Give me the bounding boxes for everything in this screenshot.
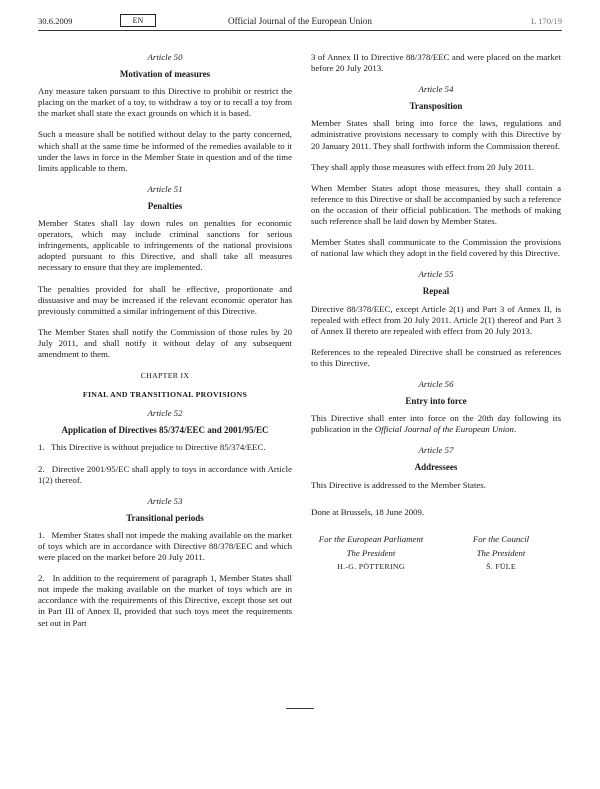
article-57-title: Addressees [414, 462, 458, 473]
signature-council-name: Š. FÜLE [486, 561, 516, 571]
article-50-para-1: Any measure taken pursuant to this Directive to prohibit or restrict the placing on the market of a toy, to withdraw a toy or to recall a toy from the market shall state the exact grounds on which it is based. [38, 86, 292, 119]
signature-parliament-name: H.-G. PÖTTERING [337, 561, 405, 571]
signature-council-role: The President [476, 547, 526, 558]
article-53-title: Transitional periods [126, 512, 204, 523]
signature-council-body: For the Council [472, 533, 530, 544]
signature-block [311, 532, 561, 574]
article-54-number: Article 54 [418, 84, 454, 95]
article-56-number: Article 56 [418, 378, 454, 389]
article-51-number: Article 51 [147, 183, 183, 194]
article-53-para-2: 2. In addition to the requirement of paragraph 1, Member States shall not impede the making available on the market of toys which are in accordance with the requirements of this Directive, except those set out in Part III of Annex II, provided that such toys meet the requirements set out in Part [38, 573, 295, 628]
article-50-title: Motivation of measures [119, 69, 211, 80]
article-53-continuation: 3 of Annex II to Directive 88/378/EEC and were placed on the market before 20 July 2013. [311, 52, 561, 74]
article-51-para-3: The Member States shall notify the Commission of those rules by 20 July 2011, and shall notify it without delay of any subsequent amendment to them. [38, 326, 292, 359]
signature-council [441, 532, 561, 574]
article-53-number: Article 53 [147, 495, 183, 506]
signature-parliament-role: The President [346, 547, 396, 558]
article-52-title: Application of Directives 85/374/EEC and 2001/95/EC [61, 425, 269, 436]
page-header [38, 14, 562, 30]
article-57-para-1: This Directive is addressed to the Member States. [311, 479, 486, 490]
article-55-para-1: Directive 88/378/EEC, except Article 2(1) and Part 3 of Annex II, is repealed with effect from 20 July 2011. Article 2(1) thereof and Part 3 of Annex II thereto are repealed with effect from 20 July 2013. [311, 303, 561, 336]
right-column [311, 52, 561, 574]
signature-parliament-body: For the European Parliament [318, 533, 424, 544]
done-at-line: Done at Brussels, 18 June 2009. [311, 506, 425, 517]
chapter-number: CHAPTER IX [140, 371, 190, 381]
article-56-text-end: . [513, 424, 517, 435]
article-54-para-3: When Member States adopt those measures, they shall contain a reference to this Directive or shall be accompanied by such a reference on the occasion of their official publication. The methods of making such reference shall be laid down by Member States. [311, 182, 561, 227]
article-50-para-2: Such a measure shall be notified without delay to the party concerned, which shall at the same time be informed of the remedies available to it under the laws in force in the Member State in question and of the time limits applicable to them. [38, 129, 292, 173]
footer-rule [286, 708, 314, 709]
left-column [38, 52, 295, 639]
article-51-para-1: Member States shall lay down rules on penalties for economic operators, which may include criminal sanctions for serious infringements, applicable to infringements of the national provisions adopted pursuant to this Directive, and shall take all measures necessary to ensure that they are implemented. [38, 218, 292, 273]
article-52-number: Article 52 [147, 408, 183, 419]
publication-date: 30.6.2009 [38, 16, 73, 26]
article-55-number: Article 55 [418, 269, 454, 280]
article-54-para-4: Member States shall communicate to the Commission the provisions of national law which they adopt in the field covered by this Directive. [311, 237, 561, 259]
article-56-para-1 [311, 413, 561, 435]
signature-parliament [311, 532, 431, 574]
article-52-para-1: 1. This Directive is without prejudice to Directive 85/374/EEC. [38, 442, 266, 453]
article-53-para-1: 1. Member States shall not impede the making available on the market of toys which are in accordance with Directive 88/378/EEC and which were placed on the market before 20 July 2011. [38, 529, 295, 563]
article-56-title: Entry into force [405, 396, 467, 407]
journal-reference: Official Journal of the European Union [374, 424, 514, 435]
article-54-para-2: They shall apply those measures with effect from 20 July 2011. [311, 161, 535, 172]
article-51-title: Penalties [147, 200, 183, 211]
article-54-para-1: Member States shall bring into force the laws, regulations and administrative provisions necessary to comply with this Directive by 20 January 2011. They shall forthwith inform the Commission thereof. [311, 118, 561, 151]
article-54-title: Transposition [409, 101, 463, 112]
article-56-text-start: This Directive shall enter into force on the 20th day following its publication in the [311, 413, 561, 435]
article-55-para-2: References to the repealed Directive shall be construed as references to this Directive. [311, 346, 561, 368]
article-51-para-2: The penalties provided for shall be effective, proportionate and dissuasive and may be increased if the relevant economic operator has previously committed a similar infringement of this Directive. [38, 283, 292, 316]
article-55-title: Repeal [422, 286, 450, 297]
article-57-number: Article 57 [418, 445, 454, 456]
journal-title: Official Journal of the European Union [228, 16, 372, 26]
chapter-title: FINAL AND TRANSITIONAL PROVISIONS [82, 390, 248, 400]
language-badge: EN [120, 14, 156, 27]
header-rule [38, 30, 562, 31]
article-50-number: Article 50 [147, 52, 183, 62]
page-number: L 170/19 [531, 16, 562, 26]
article-52-para-2: 2. Directive 2001/95/EC shall apply to toys in accordance with Article 1(2) thereof. [38, 463, 295, 485]
